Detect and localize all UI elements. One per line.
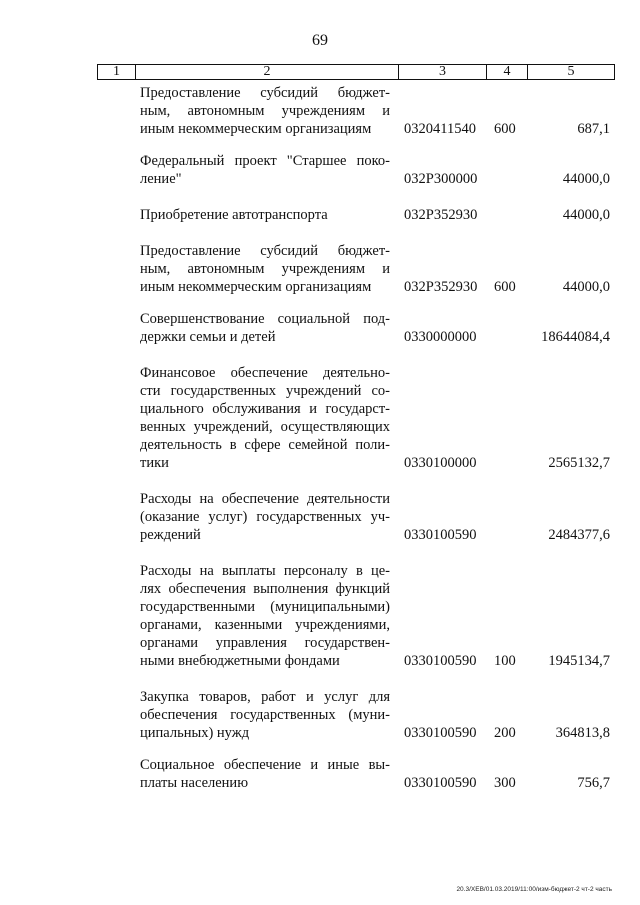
row-name (140, 756, 390, 792)
row-amount: 364813,8 (555, 725, 610, 741)
row-name-line: Закупка товаров, работ и услуг для (140, 689, 390, 705)
row-name (140, 562, 390, 670)
row-name-line: (оказание услуг) государственных уч- (140, 509, 390, 525)
row-name-line: циального обслуживания и государст- (140, 401, 390, 417)
row-expense-type: 600 (494, 121, 516, 137)
row-name-line: Финансовое обеспечение деятельно- (140, 365, 390, 381)
row-name-line: Приобретение автотранспорта (140, 207, 328, 223)
row-name-line: Социальное обеспечение и иные вы- (140, 757, 390, 773)
row-amount: 1945134,7 (548, 653, 610, 669)
row-amount: 756,7 (577, 775, 610, 791)
row-code: 0330100590 (404, 527, 477, 543)
row-name-line: органами, казенными учреждениями, (140, 617, 390, 633)
row-name-line: Федеральный проект "Старшее поко- (140, 153, 390, 169)
row-name-line: иным некоммерческим организациям (140, 279, 372, 295)
page-number: 69 (312, 32, 328, 49)
row-amount: 44000,0 (562, 171, 610, 187)
row-code: 032P352930 (404, 279, 478, 295)
row-name-line: ление" (140, 171, 182, 187)
row-name-line: ным, автономным учреждениям и (140, 261, 390, 277)
row-name (140, 688, 390, 742)
row-name-line: тики (140, 455, 169, 471)
footer-file-reference: 20.3/XEB/01.03.2019/11:00/изм-бюджет-2 чт-2 часть (456, 886, 612, 893)
row-name-line: обеспечения государственных (муни- (140, 707, 390, 723)
row-code: 0320411540 (404, 121, 476, 137)
table-header (97, 64, 615, 80)
row-amount: 2565132,7 (548, 455, 610, 471)
row-amount: 687,1 (577, 121, 610, 137)
row-name-line: держки семьи и детей (140, 329, 276, 345)
row-name-line: платы населению (140, 775, 249, 791)
row-code: 032P300000 (404, 171, 478, 187)
row-amount: 44000,0 (562, 207, 610, 223)
row-expense-type: 600 (494, 279, 516, 295)
row-code: 032P352930 (404, 207, 478, 223)
row-name-line: ным, автономным учреждениям и (140, 103, 390, 119)
row-name-line: лях обеспечения выполнения функций (140, 581, 390, 597)
row-name-line: ными внебюджетными фондами (140, 653, 340, 669)
row-code: 0330000000 (404, 329, 477, 345)
row-amount: 2484377,6 (548, 527, 610, 543)
row-expense-type: 300 (494, 775, 516, 791)
row-name-line: Предоставление субсидий бюджет- (140, 85, 390, 101)
row-code: 0330100590 (404, 653, 477, 669)
row-code: 0330100000 (404, 455, 477, 471)
row-expense-type: 200 (494, 725, 516, 741)
row-amount: 18644084,4 (541, 329, 610, 345)
row-code: 0330100590 (404, 775, 477, 791)
row-name-line: иным некоммерческим организациям (140, 121, 372, 137)
column-header-5: 5 (567, 64, 575, 79)
column-header-4: 4 (487, 65, 528, 79)
row-name (140, 152, 390, 188)
row-name-line: Расходы на обеспечение деятельности (140, 491, 390, 507)
row-name (140, 490, 390, 544)
row-name-line: деятельность в сфере семейной поли- (140, 437, 390, 453)
row-name (140, 364, 390, 472)
column-header-1: 1 (98, 65, 136, 79)
row-name (140, 242, 390, 296)
row-name-line: ципальных) нужд (140, 725, 250, 741)
row-name-line: государственными (муниципальными) (140, 599, 390, 615)
row-name-line: Расходы на выплаты персоналу в це- (140, 563, 390, 579)
row-name-line: органами управления государствен- (140, 635, 390, 651)
row-name-line: венных учреждений, осуществляющих (140, 419, 390, 435)
row-name-line: сти государственных учреждений со- (140, 383, 390, 399)
row-code: 0330100590 (404, 725, 477, 741)
column-header-2: 2 (136, 65, 399, 79)
row-name-line: Совершенствование социальной под- (140, 311, 390, 327)
row-name-line: реждений (140, 527, 201, 543)
column-header-3: 3 (399, 65, 487, 79)
row-name (140, 310, 390, 346)
row-name-line: Предоставление субсидий бюджет- (140, 243, 390, 259)
row-name (140, 206, 390, 224)
row-expense-type: 100 (494, 653, 516, 669)
row-amount: 44000,0 (562, 279, 610, 295)
row-name (140, 84, 390, 138)
